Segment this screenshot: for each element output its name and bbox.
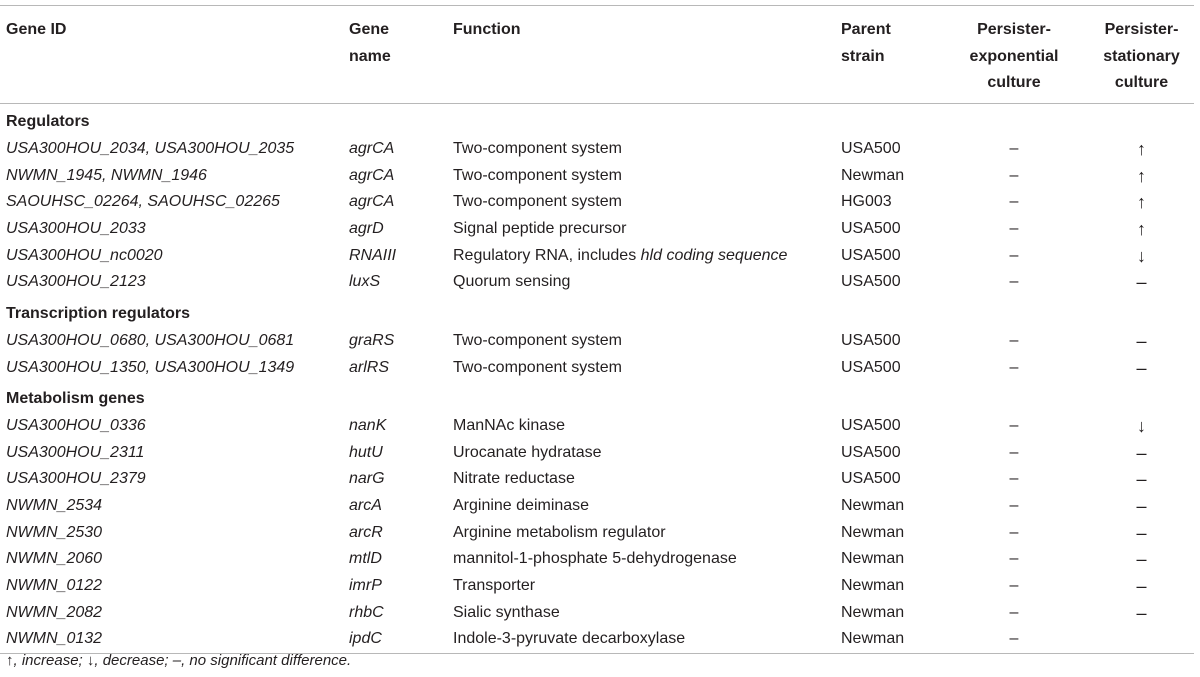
cell-persister-stationary: –: [1136, 442, 1147, 463]
table-row: [0, 626, 1194, 653]
cell-gene-name: arlRS: [349, 358, 390, 376]
header-gene-name: Gene name: [343, 6, 447, 104]
cell-persister-exponential: –: [1009, 577, 1019, 595]
cell-function: [447, 328, 835, 355]
table-row: [0, 519, 1194, 546]
cell-gene-name: luxS: [349, 273, 381, 291]
cell-function: [447, 162, 835, 189]
function-text: Indole-3-pyruvate decarboxylase: [453, 630, 686, 648]
cell-function: [447, 493, 835, 520]
function-text: Two-component system: [453, 331, 622, 349]
section-row: [0, 296, 1194, 328]
cell-gene-name: narG: [349, 470, 385, 488]
function-text: Regulatory RNA, includes: [453, 246, 641, 264]
gene-table: [0, 5, 1194, 654]
cell-persister-exponential: –: [1009, 331, 1019, 349]
cell-gene-id: USA300HOU_2034, USA300HOU_2035: [6, 140, 295, 158]
cell-function: [447, 136, 835, 163]
cell-function: [447, 573, 835, 600]
cell-gene-id: NWMN_2060: [6, 550, 103, 568]
cell-parent-strain: HG003: [841, 193, 892, 211]
cell-function: [447, 439, 835, 466]
cell-persister-stationary: ↑: [1137, 219, 1146, 240]
header-gene-id: Gene ID: [0, 6, 343, 104]
cell-persister-exponential: –: [1009, 140, 1019, 158]
cell-persister-stationary: [1089, 626, 1194, 653]
cell-parent-strain: USA500: [841, 416, 901, 434]
table-row: [0, 493, 1194, 520]
function-text: Two-component system: [453, 140, 622, 158]
cell-gene-id: NWMN_2530: [6, 523, 103, 541]
cell-gene-id: SAOUHSC_02264, SAOUHSC_02265: [6, 193, 280, 211]
cell-function: [447, 242, 835, 269]
cell-function: [447, 466, 835, 493]
cell-gene-name: RNAIII: [349, 246, 397, 264]
cell-persister-exponential: –: [939, 626, 1089, 653]
function-italic-text: hld coding sequence: [640, 246, 788, 264]
cell-parent-strain: USA500: [841, 273, 901, 291]
cell-parent-strain: USA500: [841, 443, 901, 461]
section-heading: Transcription regulators: [6, 305, 191, 323]
section-row: [0, 104, 1194, 136]
cell-parent-strain: Newman: [841, 603, 905, 621]
function-text: Nitrate reductase: [453, 470, 575, 488]
cell-function: [447, 599, 835, 626]
table-row: [0, 573, 1194, 600]
cell-parent-strain: USA500: [841, 220, 901, 238]
table-row: [0, 189, 1194, 216]
section-row: [0, 381, 1194, 413]
table-row: [0, 439, 1194, 466]
table-row: [0, 242, 1194, 269]
cell-gene-id: NWMN_2534: [6, 496, 103, 514]
function-text: ManNAc kinase: [453, 416, 566, 434]
cell-persister-exponential: –: [1009, 523, 1019, 541]
cell-parent-strain: Newman: [841, 166, 905, 184]
cell-persister-exponential: –: [1009, 470, 1019, 488]
cell-gene-id: USA300HOU_0680, USA300HOU_0681: [6, 331, 295, 349]
cell-function: [447, 546, 835, 573]
cell-gene-id: USA300HOU_0336: [6, 416, 146, 434]
cell-persister-exponential: –: [1009, 603, 1019, 621]
table-body: [0, 104, 1194, 654]
function-text: Urocanate hydratase: [453, 443, 602, 461]
cell-gene-id: USA300HOU_2123: [6, 273, 146, 291]
table-header: [0, 6, 1194, 104]
cell-persister-exponential: –: [1009, 166, 1019, 184]
cell-gene-name: agrD: [349, 220, 384, 238]
cell-function: [447, 354, 835, 381]
function-text: mannitol-1-phosphate 5-dehydrogenase: [453, 550, 737, 568]
cell-parent-strain: USA500: [841, 470, 901, 488]
cell-function: [447, 626, 835, 653]
cell-persister-exponential: –: [1009, 273, 1019, 291]
cell-persister-exponential: –: [1009, 416, 1019, 434]
function-text: Transporter: [453, 577, 536, 595]
cell-persister-stationary: ↓: [1137, 415, 1146, 436]
cell-persister-stationary: –: [1136, 576, 1147, 597]
cell-persister-exponential: –: [1009, 193, 1019, 211]
cell-persister-stationary: –: [1136, 272, 1147, 293]
table-row: [0, 136, 1194, 163]
cell-persister-stationary: –: [1136, 602, 1147, 623]
function-text: Sialic synthase: [453, 603, 560, 621]
table-row: [0, 466, 1194, 493]
cell-gene-name: imrP: [349, 577, 382, 595]
table-row: [0, 413, 1194, 440]
header-persister-stationary: Persister- stationary culture: [1089, 6, 1194, 104]
cell-gene-id: USA300HOU_2311: [6, 443, 145, 461]
cell-parent-strain: USA500: [841, 246, 901, 264]
cell-parent-strain: USA500: [841, 140, 901, 158]
cell-gene-id: USA300HOU_2033: [6, 220, 146, 238]
function-text: Signal peptide precursor: [453, 220, 627, 238]
cell-gene-name: mtlD: [349, 550, 382, 568]
cell-gene-name: graRS: [349, 331, 395, 349]
cell-persister-exponential: –: [1009, 246, 1019, 264]
cell-persister-stationary: –: [1136, 330, 1147, 351]
cell-gene-name: hutU: [349, 443, 383, 461]
cell-gene-id: NWMN_2082: [6, 603, 103, 621]
header-parent-strain: Parent strain: [835, 6, 939, 104]
cell-parent-strain: Newman: [841, 496, 905, 514]
cell-parent-strain: USA500: [841, 331, 901, 349]
table-row: [0, 269, 1194, 296]
cell-gene-id: USA300HOU_2379: [6, 470, 146, 488]
header-persister-exponential: Persister- exponential culture: [939, 6, 1089, 104]
table-row: [0, 599, 1194, 626]
function-text: Arginine deiminase: [453, 496, 590, 514]
cell-persister-stationary: –: [1136, 522, 1147, 543]
cell-persister-stationary: –: [1136, 357, 1147, 378]
cell-gene-name: agrCA: [349, 140, 395, 158]
table-row: [0, 328, 1194, 355]
cell-parent-strain: Newman: [841, 577, 905, 595]
cell-persister-stationary: ↑: [1137, 192, 1146, 213]
cell-gene-name: agrCA: [349, 193, 395, 211]
table-footnote: ↑, increase; ↓, decrease; –, no significant difference.: [6, 652, 352, 669]
cell-persister-stationary: ↑: [1137, 165, 1146, 186]
cell-function: [447, 519, 835, 546]
cell-persister-stationary: –: [1136, 495, 1147, 516]
cell-persister-stationary: –: [1136, 469, 1147, 490]
cell-gene-id: USA300HOU_1350, USA300HOU_1349: [6, 358, 295, 376]
cell-gene-name: agrCA: [349, 166, 395, 184]
cell-function: [447, 413, 835, 440]
section-heading: Regulators: [6, 113, 90, 131]
cell-parent-strain: USA500: [841, 358, 901, 376]
cell-gene-name: nanK: [349, 416, 387, 434]
function-text: Quorum sensing: [453, 273, 571, 291]
cell-gene-name: rhbC: [349, 603, 384, 621]
cell-gene-id: NWMN_1945, NWMN_1946: [6, 166, 207, 184]
cell-persister-exponential: –: [1009, 220, 1019, 238]
function-text: Arginine metabolism regulator: [453, 523, 666, 541]
header-function: Function: [447, 6, 835, 104]
cell-persister-exponential: –: [1009, 443, 1019, 461]
cell-parent-strain: Newman: [835, 626, 939, 653]
table-row: [0, 354, 1194, 381]
cell-gene-id: NWMN_0122: [6, 577, 103, 595]
cell-gene-id: USA300HOU_nc0020: [6, 246, 163, 264]
cell-function: [447, 216, 835, 243]
function-text: Two-component system: [453, 166, 622, 184]
cell-gene-id: NWMN_0132: [0, 626, 343, 653]
cell-function: [447, 269, 835, 296]
cell-persister-stationary: –: [1136, 549, 1147, 570]
table-row: [0, 216, 1194, 243]
section-heading: Metabolism genes: [6, 390, 145, 408]
function-text: Two-component system: [453, 358, 622, 376]
cell-persister-exponential: –: [1009, 358, 1019, 376]
cell-persister-stationary: ↑: [1137, 139, 1146, 160]
cell-persister-exponential: –: [1009, 550, 1019, 568]
table-row: [0, 162, 1194, 189]
cell-gene-name: arcA: [349, 496, 382, 514]
cell-persister-exponential: –: [1009, 496, 1019, 514]
cell-parent-strain: Newman: [841, 523, 905, 541]
cell-gene-name: ipdC: [343, 626, 447, 653]
cell-parent-strain: Newman: [841, 550, 905, 568]
cell-function: [447, 189, 835, 216]
table-row: [0, 546, 1194, 573]
function-text: Two-component system: [453, 193, 622, 211]
cell-gene-name: arcR: [349, 523, 383, 541]
cell-persister-stationary: ↓: [1137, 245, 1146, 266]
